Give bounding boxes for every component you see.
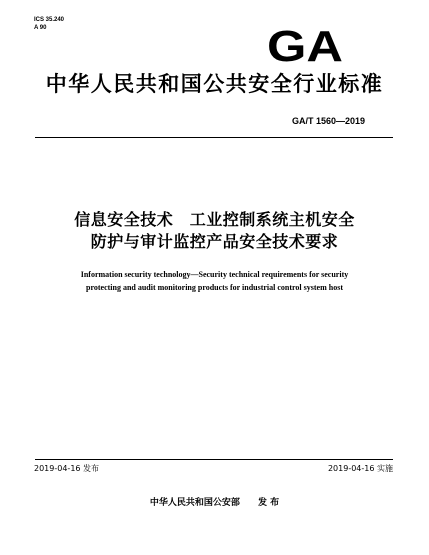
top-divider [35, 137, 393, 138]
english-title-line-1: Information security technology—Security technical requirements for security [80, 270, 349, 279]
issuer-name: 中华人民共和国公安部 [149, 498, 240, 508]
ga-logo-text: GA [267, 26, 343, 64]
english-title-line-2: protecting and audit monitoring products for industrial control system host [86, 283, 343, 292]
standard-number: GA/T 1560—2019 [291, 116, 365, 126]
chinese-title-line-1: 信息安全技术 工业控制系统主机安全 [74, 210, 355, 229]
issue-date: 2019-04-16 发布 [34, 464, 100, 473]
english-title [0, 268, 429, 294]
chinese-title [0, 209, 429, 253]
implementation-date: 2019-04-16 实施 [327, 464, 393, 473]
ga-logo [266, 26, 344, 64]
issuer-line [0, 495, 429, 508]
bottom-divider [35, 459, 393, 460]
ics-code: ICS 35.240 [34, 17, 65, 23]
ccs-code: A 90 [34, 25, 47, 31]
standard-category-title: 中华人民共和国公共安全行业标准 [45, 72, 384, 96]
classification-codes [34, 16, 64, 32]
chinese-title-line-2: 防护与审计监控产品安全技术要求 [90, 232, 339, 251]
issuer-action: 发 布 [257, 498, 280, 508]
